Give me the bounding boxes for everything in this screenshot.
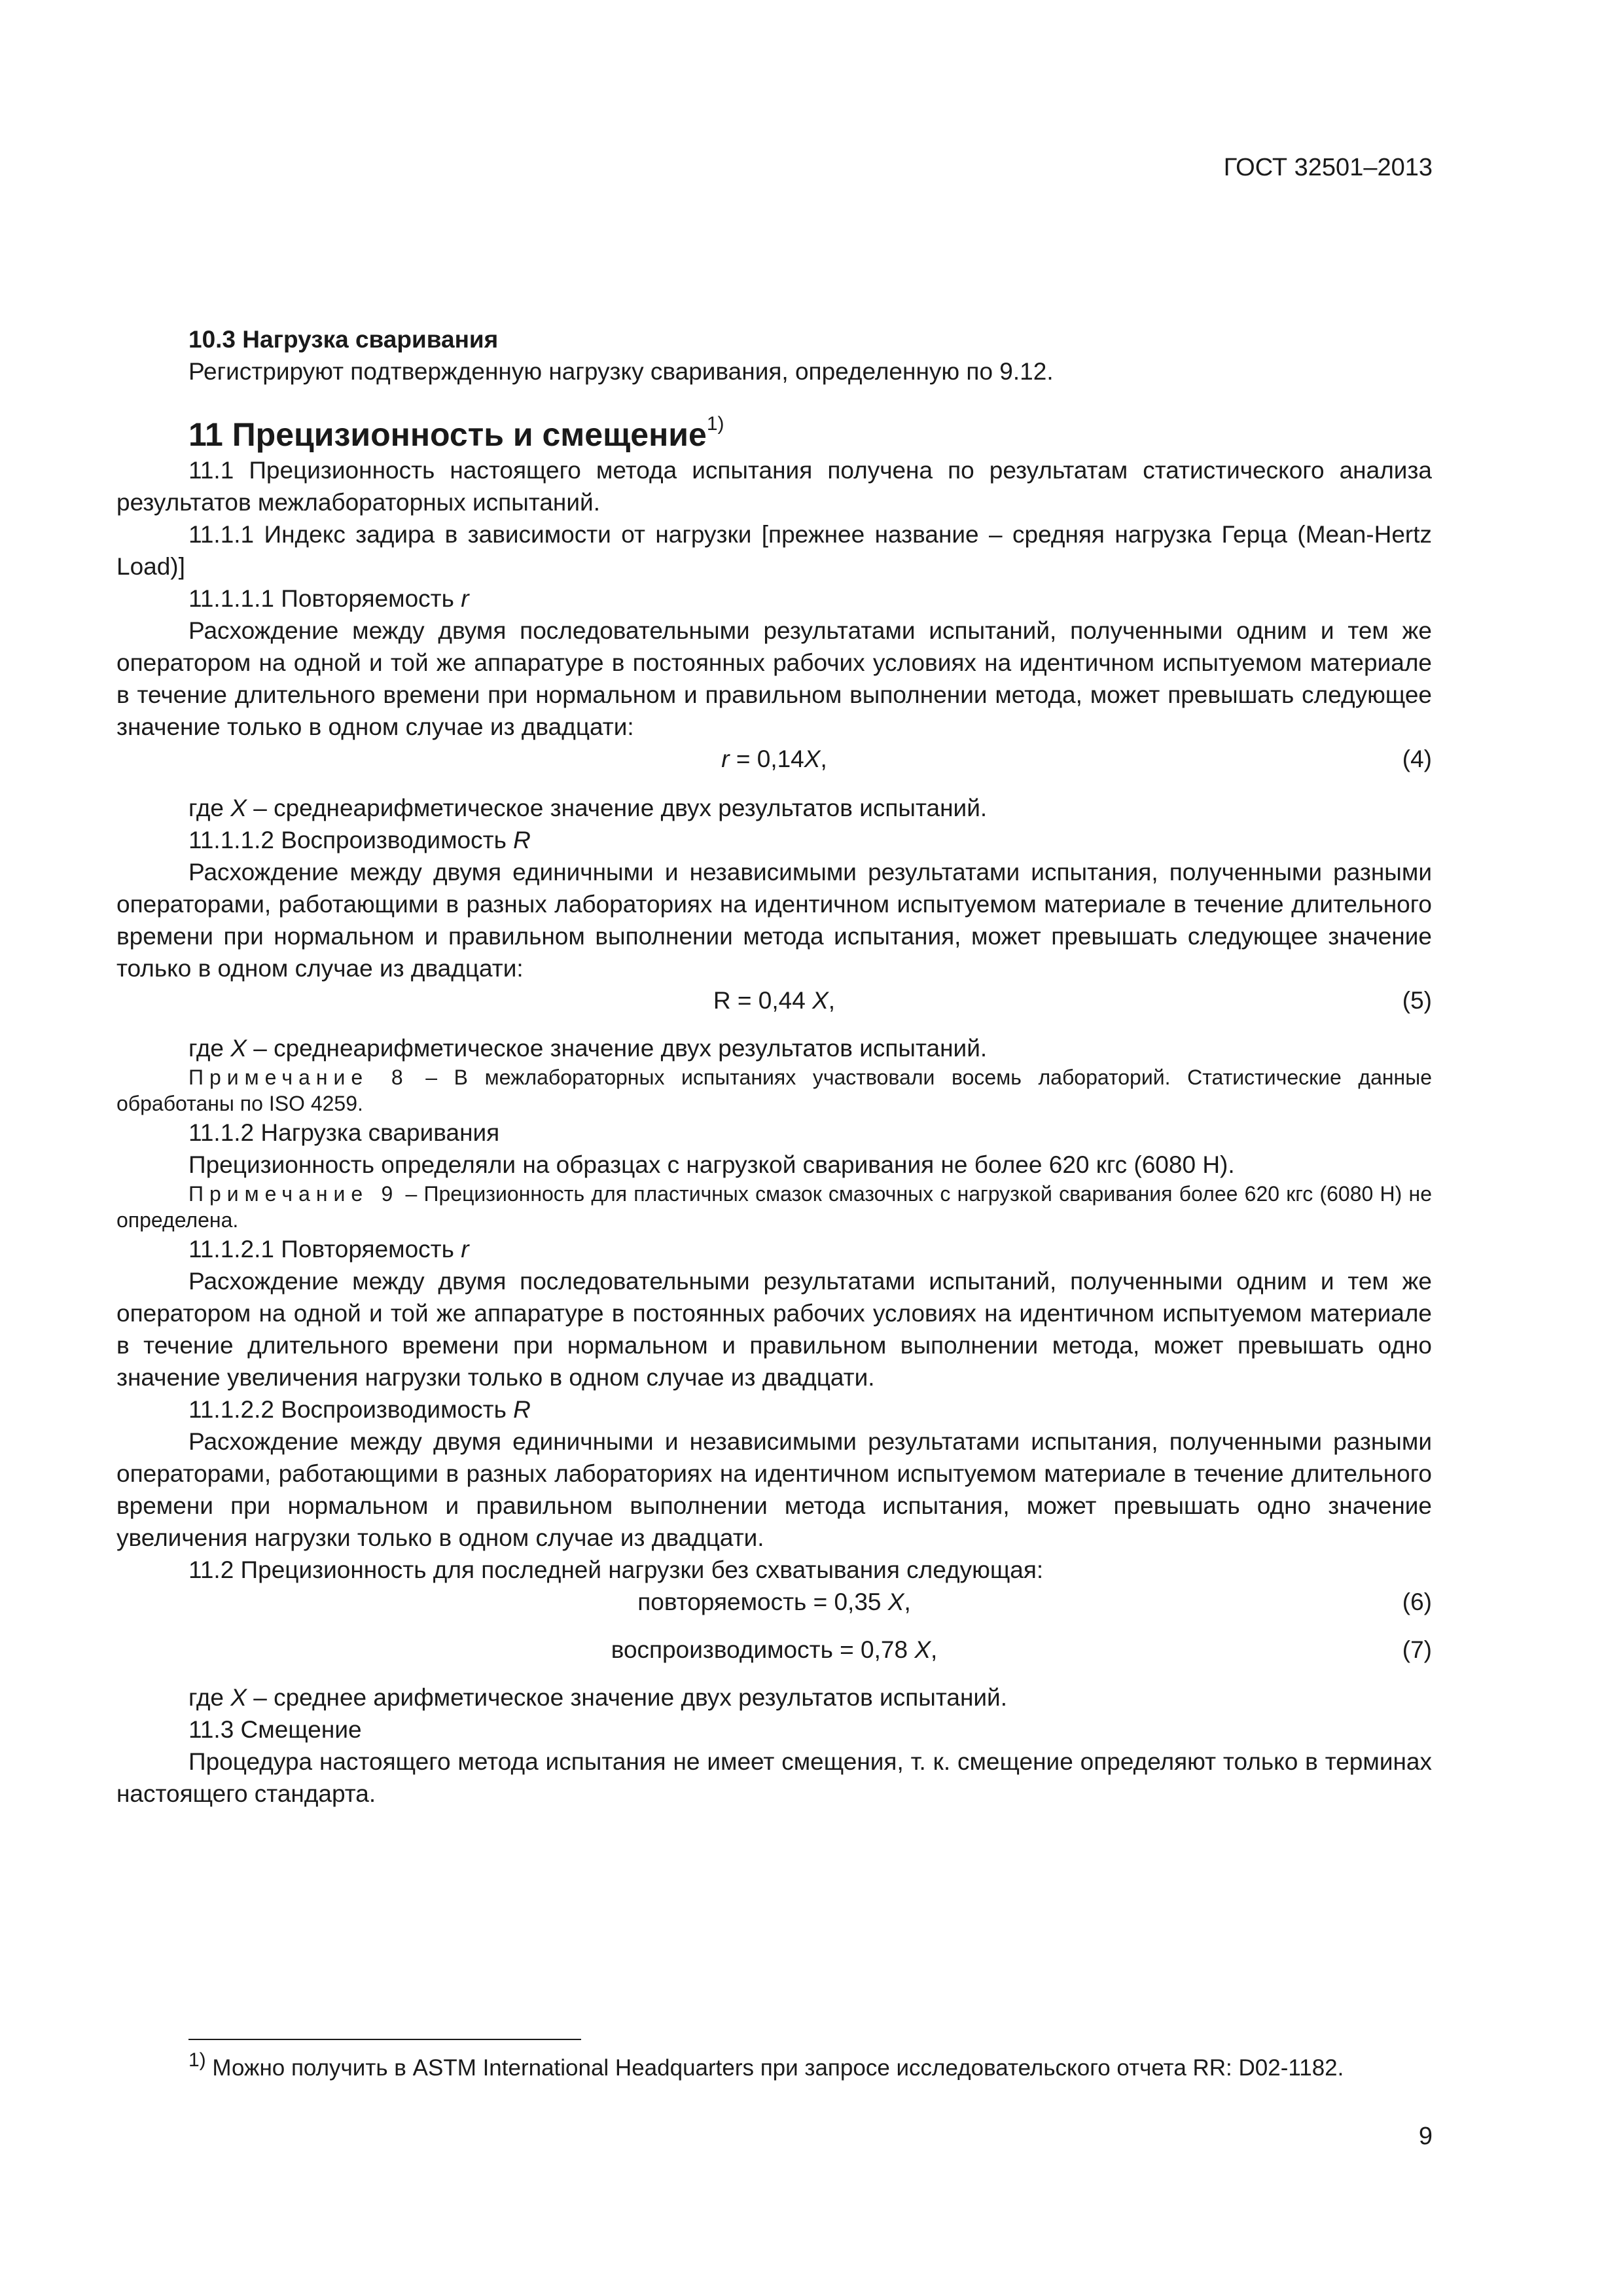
para-11-3: 11.3 Смещение xyxy=(188,1716,362,1743)
footnote-separator xyxy=(188,2039,581,2040)
equation-5-number: (5) xyxy=(1402,987,1432,1014)
para-11-1-1-1-text: Расхождение между двумя последовательными результатами испытаний, полученными одним и тем же оператором на одной и той же аппаратуре в постоянных рабочих условиях на идентичном испытуемом материале в течение длительного времени при нормальном и правильном выполнении метода, может превышать следующее значение только в одном случае из двадцати: xyxy=(116,617,1432,740)
section-10-3-title: 10.3 Нагрузка сваривания xyxy=(188,326,499,353)
where-clause-2 xyxy=(116,1032,1432,1064)
symbol-r: r xyxy=(461,585,469,612)
eq-text: воспроизводимость = 0,78 xyxy=(611,1636,915,1663)
heading-text: 11.1.2.1 Повторяемость xyxy=(188,1236,454,1263)
equation-7-number: (7) xyxy=(1402,1636,1432,1663)
equation-4-formula xyxy=(116,743,1353,775)
equation-4-number: (4) xyxy=(1402,745,1432,772)
where-text: – среднеарифметическое значение двух результатов испытаний. xyxy=(246,795,988,821)
symbol-x: X xyxy=(230,1684,247,1711)
footnote-reference: 1) xyxy=(706,413,724,435)
para-11-1-2-1-text: Расхождение между двумя последовательными результатами испытаний, полученными одним и тем же оператором на одной и той же аппаратуре в постоянных рабочих условиях на идентичном испытуемом материале в течение длительного времени при нормальном и правильном выполнении метода, может превышать одно значение увеличения нагрузки только в одном случае из двадцати. xyxy=(116,1268,1432,1391)
equation-7 xyxy=(116,1634,1432,1666)
note-text: – В межлабораторных испытаниях участвовали восемь лабораторий. Статистические данные обработаны по ISO 4259. xyxy=(116,1066,1433,1115)
note-8 xyxy=(116,1064,1432,1117)
eq-symbol: X xyxy=(812,987,829,1014)
para-11-3-text: Процедура настоящего метода испытания не имеет смещения, т. к. смещение определяют только в терминах настоящего стандарта. xyxy=(116,1748,1432,1807)
equation-4 xyxy=(116,743,1432,775)
equation-5 xyxy=(116,984,1432,1016)
para-11-1-2: 11.1.2 Нагрузка сваривания xyxy=(188,1119,500,1146)
where-text: – среднее арифметическое значение двух результатов испытаний. xyxy=(246,1684,1007,1711)
symbol-x: X xyxy=(230,795,247,821)
page-body xyxy=(116,323,1432,1810)
equation-6-number: (6) xyxy=(1402,1588,1432,1615)
section-11-title xyxy=(116,415,1432,454)
where-clause-1 xyxy=(116,792,1432,824)
para-11-1-2-text: Прецизионность определяли на образцах с нагрузкой сваривания не более 620 кгс (6080 Н). xyxy=(188,1151,1235,1178)
eq-text: , xyxy=(904,1588,911,1615)
para-11-1-1-2-heading xyxy=(116,824,1432,856)
para-11-1-2-2-text: Расхождение между двумя единичными и независимыми результатами испытания, полученными разными операторами, работающими в разных лабораториях на идентичном испытуемом материале в течение длительного времени при нормальном и правильном выполнении метода испытания, может превышать одно значение увеличения нагрузки только в одном случае из двадцати. xyxy=(116,1428,1432,1551)
eq-text: = 0,14 xyxy=(729,745,804,772)
eq-symbol: X xyxy=(887,1588,904,1615)
where-text: где xyxy=(188,1035,231,1062)
heading-text: 11.1.1.1 Повторяемость xyxy=(188,585,454,612)
symbol-R: R xyxy=(513,827,531,853)
note-label: Примечание 8 xyxy=(188,1066,409,1089)
eq-symbol: X xyxy=(914,1636,931,1663)
footnote-text: Можно получить в ASTM International Headquarters при запросе исследовательского отчета RR: D02-1182. xyxy=(205,2055,1344,2081)
eq-text: , xyxy=(931,1636,938,1663)
para-11-1-1-2-text: Расхождение между двумя единичными и независимыми результатами испытания, полученными разными операторами, работающими в разных лабораториях на идентичном испытуемом материале в течение длительного времени при нормальном и правильном выполнении метода испытания, может превышать следующее значение только в одном случае из двадцати: xyxy=(116,859,1432,982)
equation-6 xyxy=(116,1586,1432,1618)
heading-text: 11.1.1.2 Воспроизводимость xyxy=(188,827,507,853)
para-11-2: 11.2 Прецизионность для последней нагрузки без схватывания следующая: xyxy=(188,1556,1044,1583)
where-text: где xyxy=(188,1684,231,1711)
footnote-mark: 1) xyxy=(188,2049,206,2071)
symbol-R: R xyxy=(513,1396,531,1423)
eq-text: R = 0,44 xyxy=(713,987,813,1014)
where-clause-3 xyxy=(116,1681,1432,1713)
equation-6-formula xyxy=(116,1586,1353,1618)
eq-text: , xyxy=(820,745,827,772)
symbol-x: X xyxy=(230,1035,247,1062)
eq-text: повторяемость = 0,35 xyxy=(637,1588,888,1615)
where-text: – среднеарифметическое значение двух результатов испытаний. xyxy=(246,1035,988,1062)
eq-symbol: r xyxy=(721,745,730,772)
document-header: ГОСТ 32501–2013 xyxy=(1223,154,1433,181)
equation-5-formula xyxy=(116,984,1353,1016)
para-11-1: 11.1 Прецизионность настоящего метода испытания получена по результатам статистического анализа результатов межлабораторных испытаний. xyxy=(116,457,1432,516)
note-label: Примечание 9 xyxy=(188,1182,399,1206)
footnote xyxy=(116,2049,1432,2083)
para-11-1-1-1-heading xyxy=(116,583,1432,615)
heading-text: 11.1.2.2 Воспроизводимость xyxy=(188,1396,507,1423)
eq-text: , xyxy=(828,987,836,1014)
section-11-title-text: 11 Прецизионность и смещение xyxy=(188,416,707,453)
note-text: – Прецизионность для пластичных смазок смазочных с нагрузкой сваривания более 620 кгс (6080 Н) не определена. xyxy=(116,1182,1433,1232)
where-text: где xyxy=(188,795,231,821)
para-11-1-1: 11.1.1 Индекс задира в зависимости от нагрузки [прежнее название – средняя нагрузка Герца (Mean-Hertz Load)] xyxy=(116,521,1432,580)
eq-symbol: X xyxy=(804,745,821,772)
symbol-r: r xyxy=(461,1236,469,1263)
page-number: 9 xyxy=(1418,2123,1433,2150)
para-11-1-2-2-heading xyxy=(116,1393,1432,1426)
note-9 xyxy=(116,1181,1432,1233)
para-11-1-2-1-heading xyxy=(116,1233,1432,1265)
equation-7-formula xyxy=(116,1634,1353,1666)
section-10-3-text: Регистрируют подтвержденную нагрузку сваривания, определенную по 9.12. xyxy=(188,358,1054,385)
